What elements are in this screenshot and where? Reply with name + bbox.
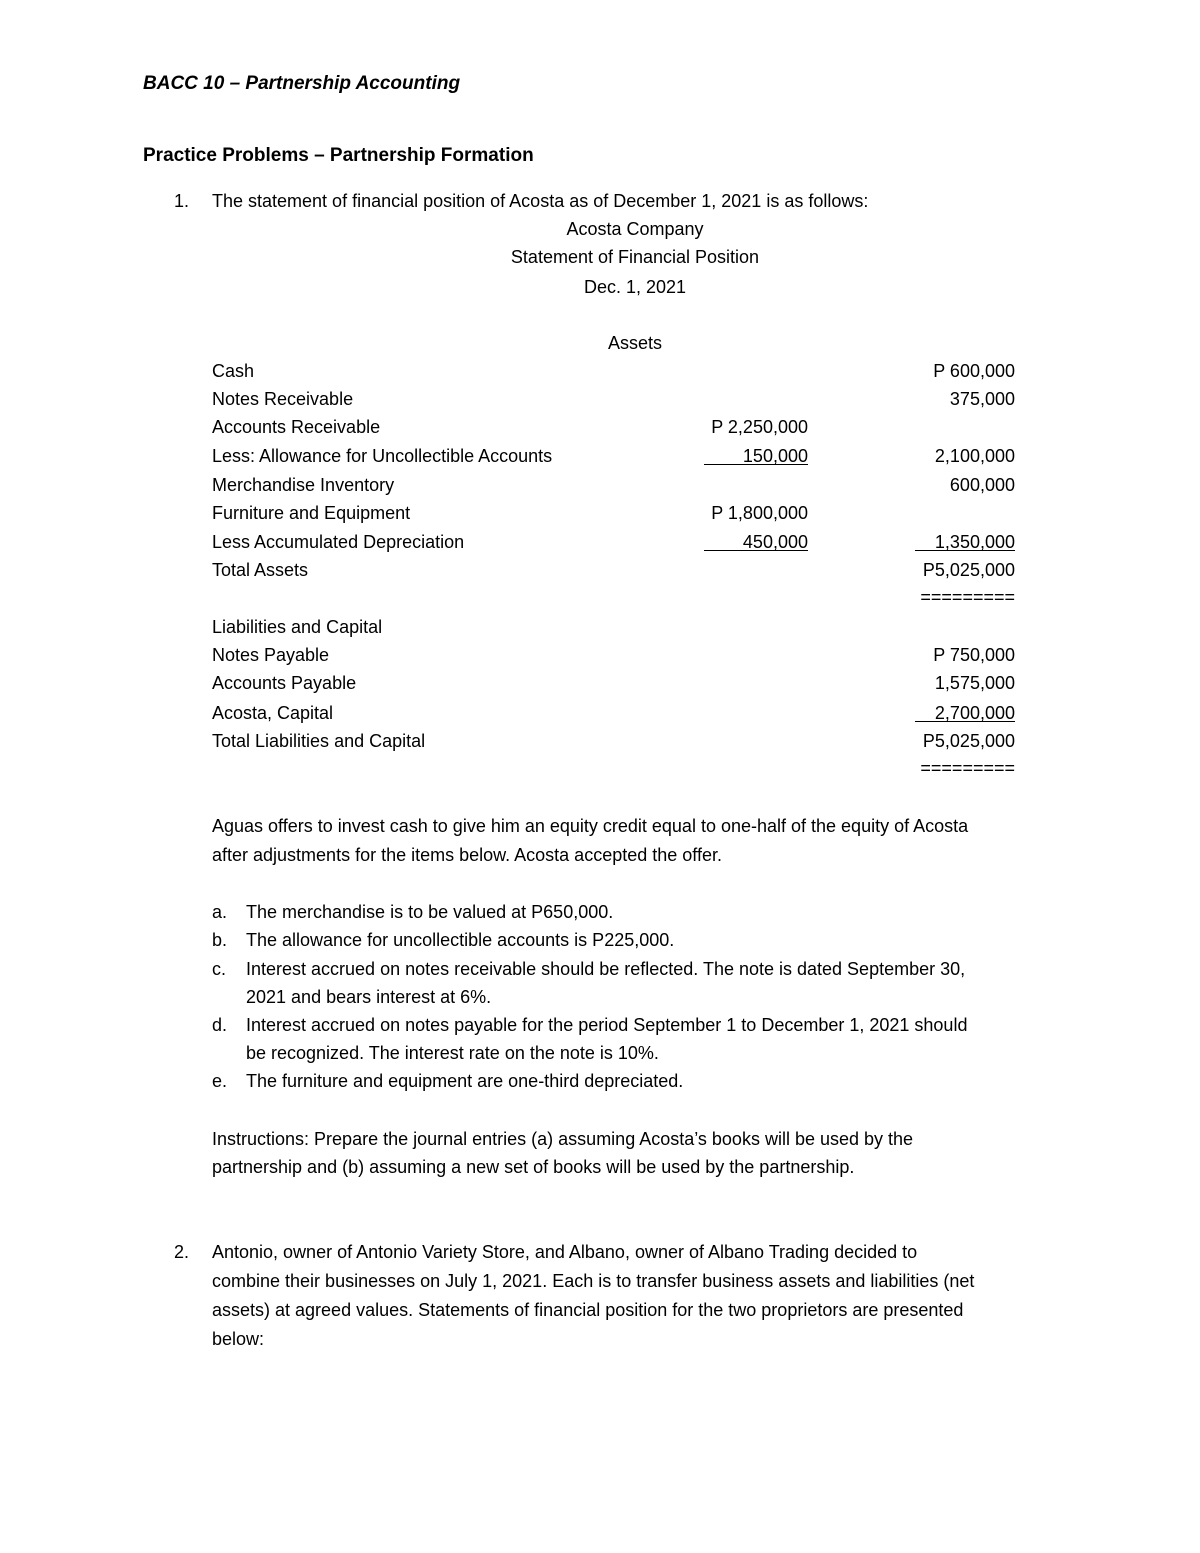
- problem-1-intro: The statement of financial position of Acosta as of December 1, 2021 is as follows:: [212, 191, 869, 211]
- item-letter: d.: [212, 1015, 228, 1035]
- liability-amount: 2,700,000: [934, 703, 1015, 723]
- total-liabilities-label: Total Liabilities and Capital: [212, 731, 426, 751]
- instructions-line: partnership and (b) assuming a new set of books will be used by the partnership.: [212, 1157, 855, 1177]
- statement-title: Statement of Financial Position: [510, 247, 760, 267]
- problem-2-text-line: combine their businesses on July 1, 2021. Each is to transfer business assets and liabilities (net: [212, 1271, 975, 1291]
- asset-label: Less: Allowance for Uncollectible Accounts: [212, 446, 553, 466]
- item-letter: a.: [212, 902, 228, 922]
- asset-label: Merchandise Inventory: [212, 475, 395, 495]
- liability-label: Acosta, Capital: [212, 703, 334, 723]
- asset-subamount: P 2,250,000: [711, 417, 808, 437]
- liability-label: Accounts Payable: [212, 673, 357, 693]
- item-text: Interest accrued on notes payable for the period September 1 to December 1, 2021 should: [246, 1015, 968, 1035]
- offer-text-line: after adjustments for the items below. Acosta accepted the offer.: [212, 845, 722, 865]
- asset-amount: 600,000: [949, 475, 1015, 495]
- asset-subamount: 150,000: [742, 446, 808, 466]
- asset-label: Accounts Receivable: [212, 417, 381, 437]
- asset-subamount: P 1,800,000: [711, 503, 808, 523]
- problem-2-text-line: Antonio, owner of Antonio Variety Store, and Albano, owner of Albano Trading decided to: [212, 1242, 918, 1262]
- asset-amount: 1,350,000: [934, 532, 1015, 552]
- item-letter: b.: [212, 930, 228, 950]
- total-assets-label: Total Assets: [212, 560, 309, 580]
- liability-amount: 1,575,000: [934, 673, 1015, 693]
- asset-amount: P 600,000: [933, 361, 1015, 381]
- item-text: The allowance for uncollectible accounts is P225,000.: [246, 930, 675, 950]
- item-text: Interest accrued on notes receivable should be reflected. The note is dated September 30,: [246, 959, 966, 979]
- section-title: Practice Problems – Partnership Formation: [143, 145, 534, 166]
- instructions-line: Instructions: Prepare the journal entries (a) assuming Acosta’s books will be used by the: [212, 1129, 914, 1149]
- item-text: The merchandise is to be valued at P650,000.: [246, 902, 614, 922]
- item-letter: e.: [212, 1071, 228, 1091]
- offer-text-line: Aguas offers to invest cash to give him an equity credit equal to one-half of the equity of Acosta: [212, 816, 969, 836]
- asset-label: Furniture and Equipment: [212, 503, 411, 523]
- liability-amount: P 750,000: [933, 645, 1015, 665]
- double-rule: =========: [920, 758, 1015, 778]
- liabilities-heading: Liabilities and Capital: [212, 617, 383, 637]
- total-liabilities-amount: P5,025,000: [922, 731, 1015, 751]
- problem-2-number: 2.: [174, 1242, 190, 1262]
- double-rule: =========: [920, 587, 1015, 607]
- item-text: be recognized. The interest rate on the note is 10%.: [246, 1043, 659, 1063]
- asset-subamount: 450,000: [742, 532, 808, 552]
- statement-date: Dec. 1, 2021: [583, 277, 687, 297]
- item-text: The furniture and equipment are one-third depreciated.: [246, 1071, 684, 1091]
- asset-amount: 2,100,000: [934, 446, 1015, 466]
- company-name: Acosta Company: [566, 219, 704, 239]
- asset-amount: 375,000: [949, 389, 1015, 409]
- problem-2-text-line: assets) at agreed values. Statements of financial position for the two proprietors are presented: [212, 1300, 964, 1320]
- liability-label: Notes Payable: [212, 645, 330, 665]
- course-title: BACC 10 – Partnership Accounting: [143, 73, 461, 94]
- asset-label: Less Accumulated Depreciation: [212, 532, 465, 552]
- problem-1-number: 1.: [174, 191, 190, 211]
- item-text: 2021 and bears interest at 6%.: [246, 987, 492, 1007]
- assets-heading: Assets: [607, 333, 663, 353]
- total-assets-amount: P5,025,000: [922, 560, 1015, 580]
- item-letter: c.: [212, 959, 227, 979]
- asset-label: Cash: [212, 361, 255, 381]
- asset-label: Notes Receivable: [212, 389, 354, 409]
- problem-2-text-line: below:: [212, 1329, 265, 1349]
